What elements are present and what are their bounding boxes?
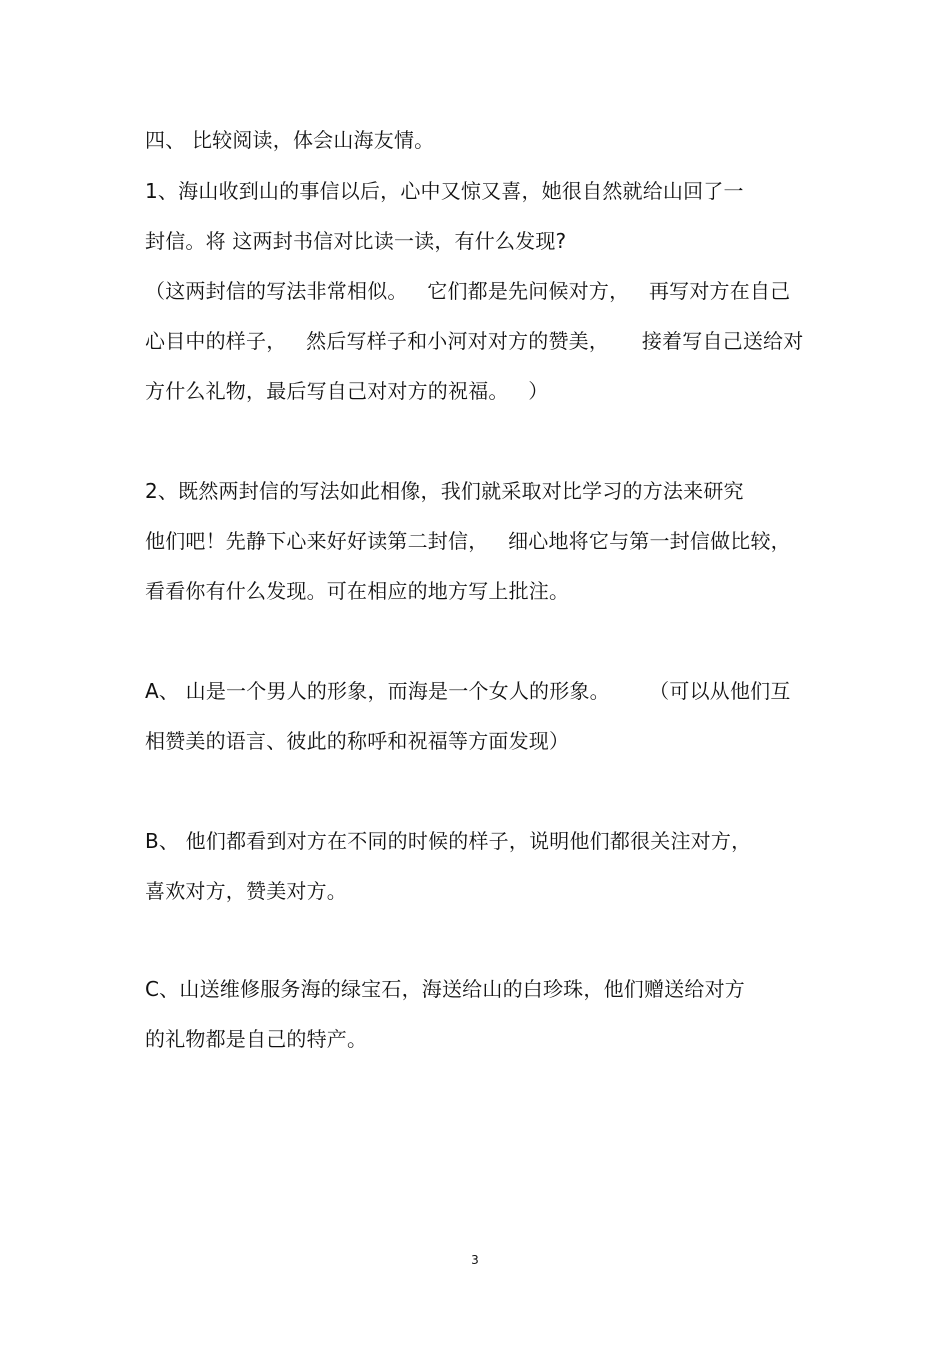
point-a-line-1: A、 山是一个男人的形象，而海是一个女人的形象。 （可以从他们互 <box>145 679 791 703</box>
paragraph-2-line-2: 他们吧！先静下心来好好读第二封信， 细心地将它与第一封信做比较， <box>145 529 791 553</box>
paragraph-2-line-3: 看看你有什么发现。可在相应的地方写上批注。 <box>145 579 570 603</box>
paragraph-1-note-line-1: （这两封信的写法非常相似。 它们都是先问候对方， 再写对方在自己 <box>145 279 791 303</box>
point-b-line-2: 喜欢对方，赞美对方。 <box>145 879 347 903</box>
point-b-line-1: B、 他们都看到对方在不同的时候的样子，说明他们都很关注对方， <box>145 829 752 853</box>
paragraph-1-line-2: 封信。将 这两封书信对比读一读，有什么发现? <box>145 229 567 253</box>
paragraph-1-note-line-2: 心目中的样子， 然后写样子和小河对对方的赞美， 接着写自己送给对 <box>145 329 804 353</box>
point-c-line-1: C、山送维修服务海的绿宝石，海送给山的白珍珠，他们赠送给对方 <box>145 977 745 1001</box>
point-a-line-2: 相赞美的语言、彼此的称呼和祝福等方面发现） <box>145 729 570 753</box>
paragraph-2-line-1: 2、既然两封信的写法如此相像，我们就采取对比学习的方法来研究 <box>145 479 744 503</box>
point-c-line-2: 的礼物都是自己的特产。 <box>145 1027 368 1051</box>
page-number: 3 <box>471 1253 479 1267</box>
paragraph-1-note-line-3: 方什么礼物，最后写自己对对方的祝福。 ） <box>145 379 549 403</box>
paragraph-1-line-1: 1、海山收到山的事信以后，心中又惊又喜，她很自然就给山回了一 <box>145 179 744 203</box>
section-heading: 四、 比较阅读，体会山海友情。 <box>145 128 435 152</box>
